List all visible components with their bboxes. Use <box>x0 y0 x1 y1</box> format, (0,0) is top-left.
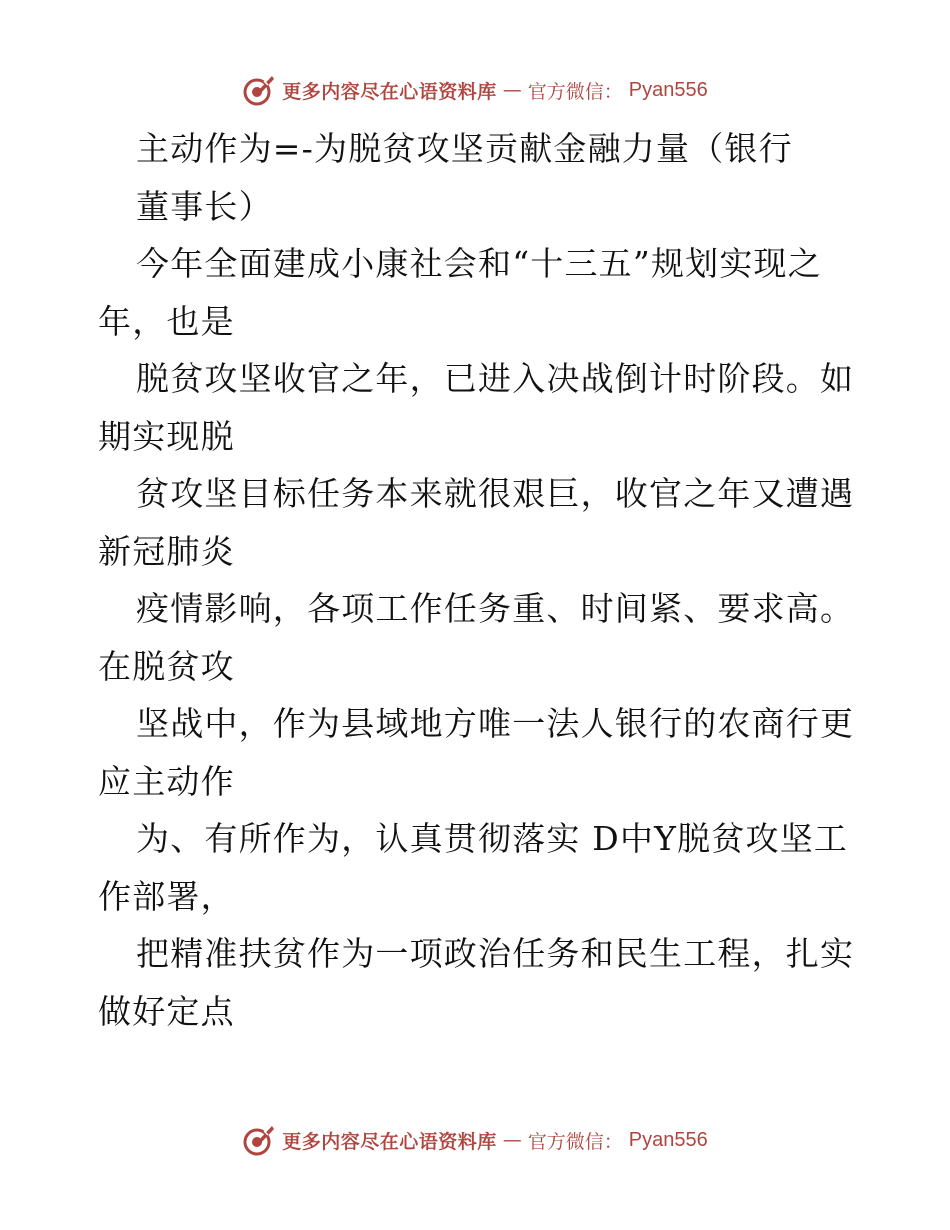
text-line: 董事长） <box>136 186 273 226</box>
footer-banner <box>0 1120 950 1160</box>
text-line: 期实现脱 <box>98 416 235 456</box>
banner-official-label: 官方微信： <box>527 1130 623 1153</box>
quill-pen-logo-icon <box>242 1123 276 1157</box>
text-line: 坚战中，作为县域地方唯一法人银行的农商行更 <box>136 704 855 743</box>
text-line: 主动作为=-为脱贫攻坚贡献金融力量（银行 <box>136 129 793 168</box>
banner-wechat-id: Pyan556 <box>628 1128 708 1151</box>
text-line: 新冠肺炎 <box>98 531 235 571</box>
banner-tagline: 更多内容尽在心语资料库 <box>282 1130 497 1153</box>
banner-dash: — <box>502 79 522 101</box>
document-body <box>98 120 858 1040</box>
text-line: 作部署， <box>98 876 235 916</box>
text-line: 做好定点 <box>98 991 235 1031</box>
banner-tagline: 更多内容尽在心语资料库 <box>282 80 497 103</box>
banner-dash: — <box>502 1129 522 1151</box>
text-line: 贫攻坚目标任务本来就很艰巨，收官之年又遭遇 <box>136 474 855 513</box>
text-line: 年，也是 <box>98 301 235 341</box>
text-line: 疫情影响，各项工作任务重、时间紧、要求高。 <box>136 589 855 628</box>
text-line: 今年全面建成小康社会和“十三五”规划实现之 <box>136 244 822 283</box>
text-line: 在脱贫攻 <box>98 646 235 686</box>
text-line: 把精准扶贫作为一项政治任务和民生工程，扎实 <box>136 934 855 973</box>
banner-official-label: 官方微信： <box>527 80 623 103</box>
text-line: 脱贫攻坚收官之年，已进入决战倒计时阶段。如 <box>136 359 855 398</box>
text-line: 为、有所作为，认真贯彻落实 D中Y脱贫攻坚工 <box>136 819 849 858</box>
quill-pen-logo-icon <box>242 73 276 107</box>
header-banner <box>0 70 950 110</box>
banner-wechat-id: Pyan556 <box>628 78 708 101</box>
text-line: 应主动作 <box>98 761 235 801</box>
